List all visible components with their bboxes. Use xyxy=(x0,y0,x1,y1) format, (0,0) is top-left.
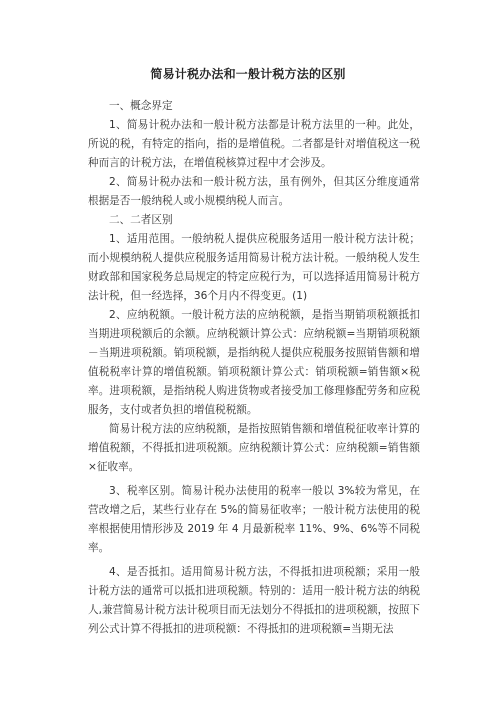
paragraph-2: 2、简易计税办法和一般计税方法，虽有例外，但其区分维度通常根据是否一般纳税人或小规模纳税人而言。 xyxy=(88,176,420,207)
document-body xyxy=(88,97,420,639)
section-heading-concept: 一、概念界定 xyxy=(109,100,173,112)
paragraph-deduction: 4、是否抵扣。适用简易计税方法，不得抵扣进项税额；采用一般计税方法的通常可以抵扣进项税额。特别的：适用一般计税方法的纳税人,兼营简易计税方法计税项目而无法划分不得抵扣的进项税额，按照下列公式计算不得抵扣的进项税额：不得抵扣的进项税额=当期无法 xyxy=(88,566,420,635)
section-heading-differences: 二、二者区别 xyxy=(109,214,173,226)
paragraph-tax-rate: 3、税率区别。简易计税办法使用的税率一般以 3%较为常见，在营改增之后，某些行业存在 5%的简易征收率；一般计税方法使用的税率根据使用情形涉及 2019 年 4 月最新税率 11%、9%、6%等不同税率。 xyxy=(88,485,420,554)
paragraph-tax-payable: 2、应纳税额。一般计税方法的应纳税额，是指当期销项税额抵扣当期进项税额后的余额。应纳税额计算公式：应纳税额=当期销项税额－当期进项税额。销项税额，是指纳税人提供应税服务按照销售额和增值税税率计算的增值税额。销项税额计算公式：销项税额=销售额×税率。进项税额，是指纳税人购进货物或者接受加工修理修配劳务和应税服务，支付或者负担的增值税税额。 xyxy=(88,309,420,416)
paragraph-scope: 1、适用范围。一般纳税人提供应税服务适用一般计税方法计税；而小规模纳税人提供应税服务适用简易计税方法计税。一般纳税人发生财政部和国家税务总局规定的特定应税行为，可以选择适用简易计税方法计税，但一经选择，36个月内不得变更。(1) xyxy=(88,233,420,302)
paragraph-simple-method: 简易计税方法的应纳税额，是指按照销售额和增值税征收率计算的增值税额，不得抵扣进项税额。应纳税额计算公式：应纳税额=销售额×征收率。 xyxy=(88,423,420,473)
paragraph-1: 1、简易计税办法和一般计税方法都是计税方法里的一种。此处，所说的税，有特定的指向，指的是增值税。二者都是针对增值税这一税种而言的计税方法，在增值税核算过程中才会涉及。 xyxy=(88,119,420,169)
document-title: 简易计税办法和一般计税方法的区别 xyxy=(150,67,346,81)
